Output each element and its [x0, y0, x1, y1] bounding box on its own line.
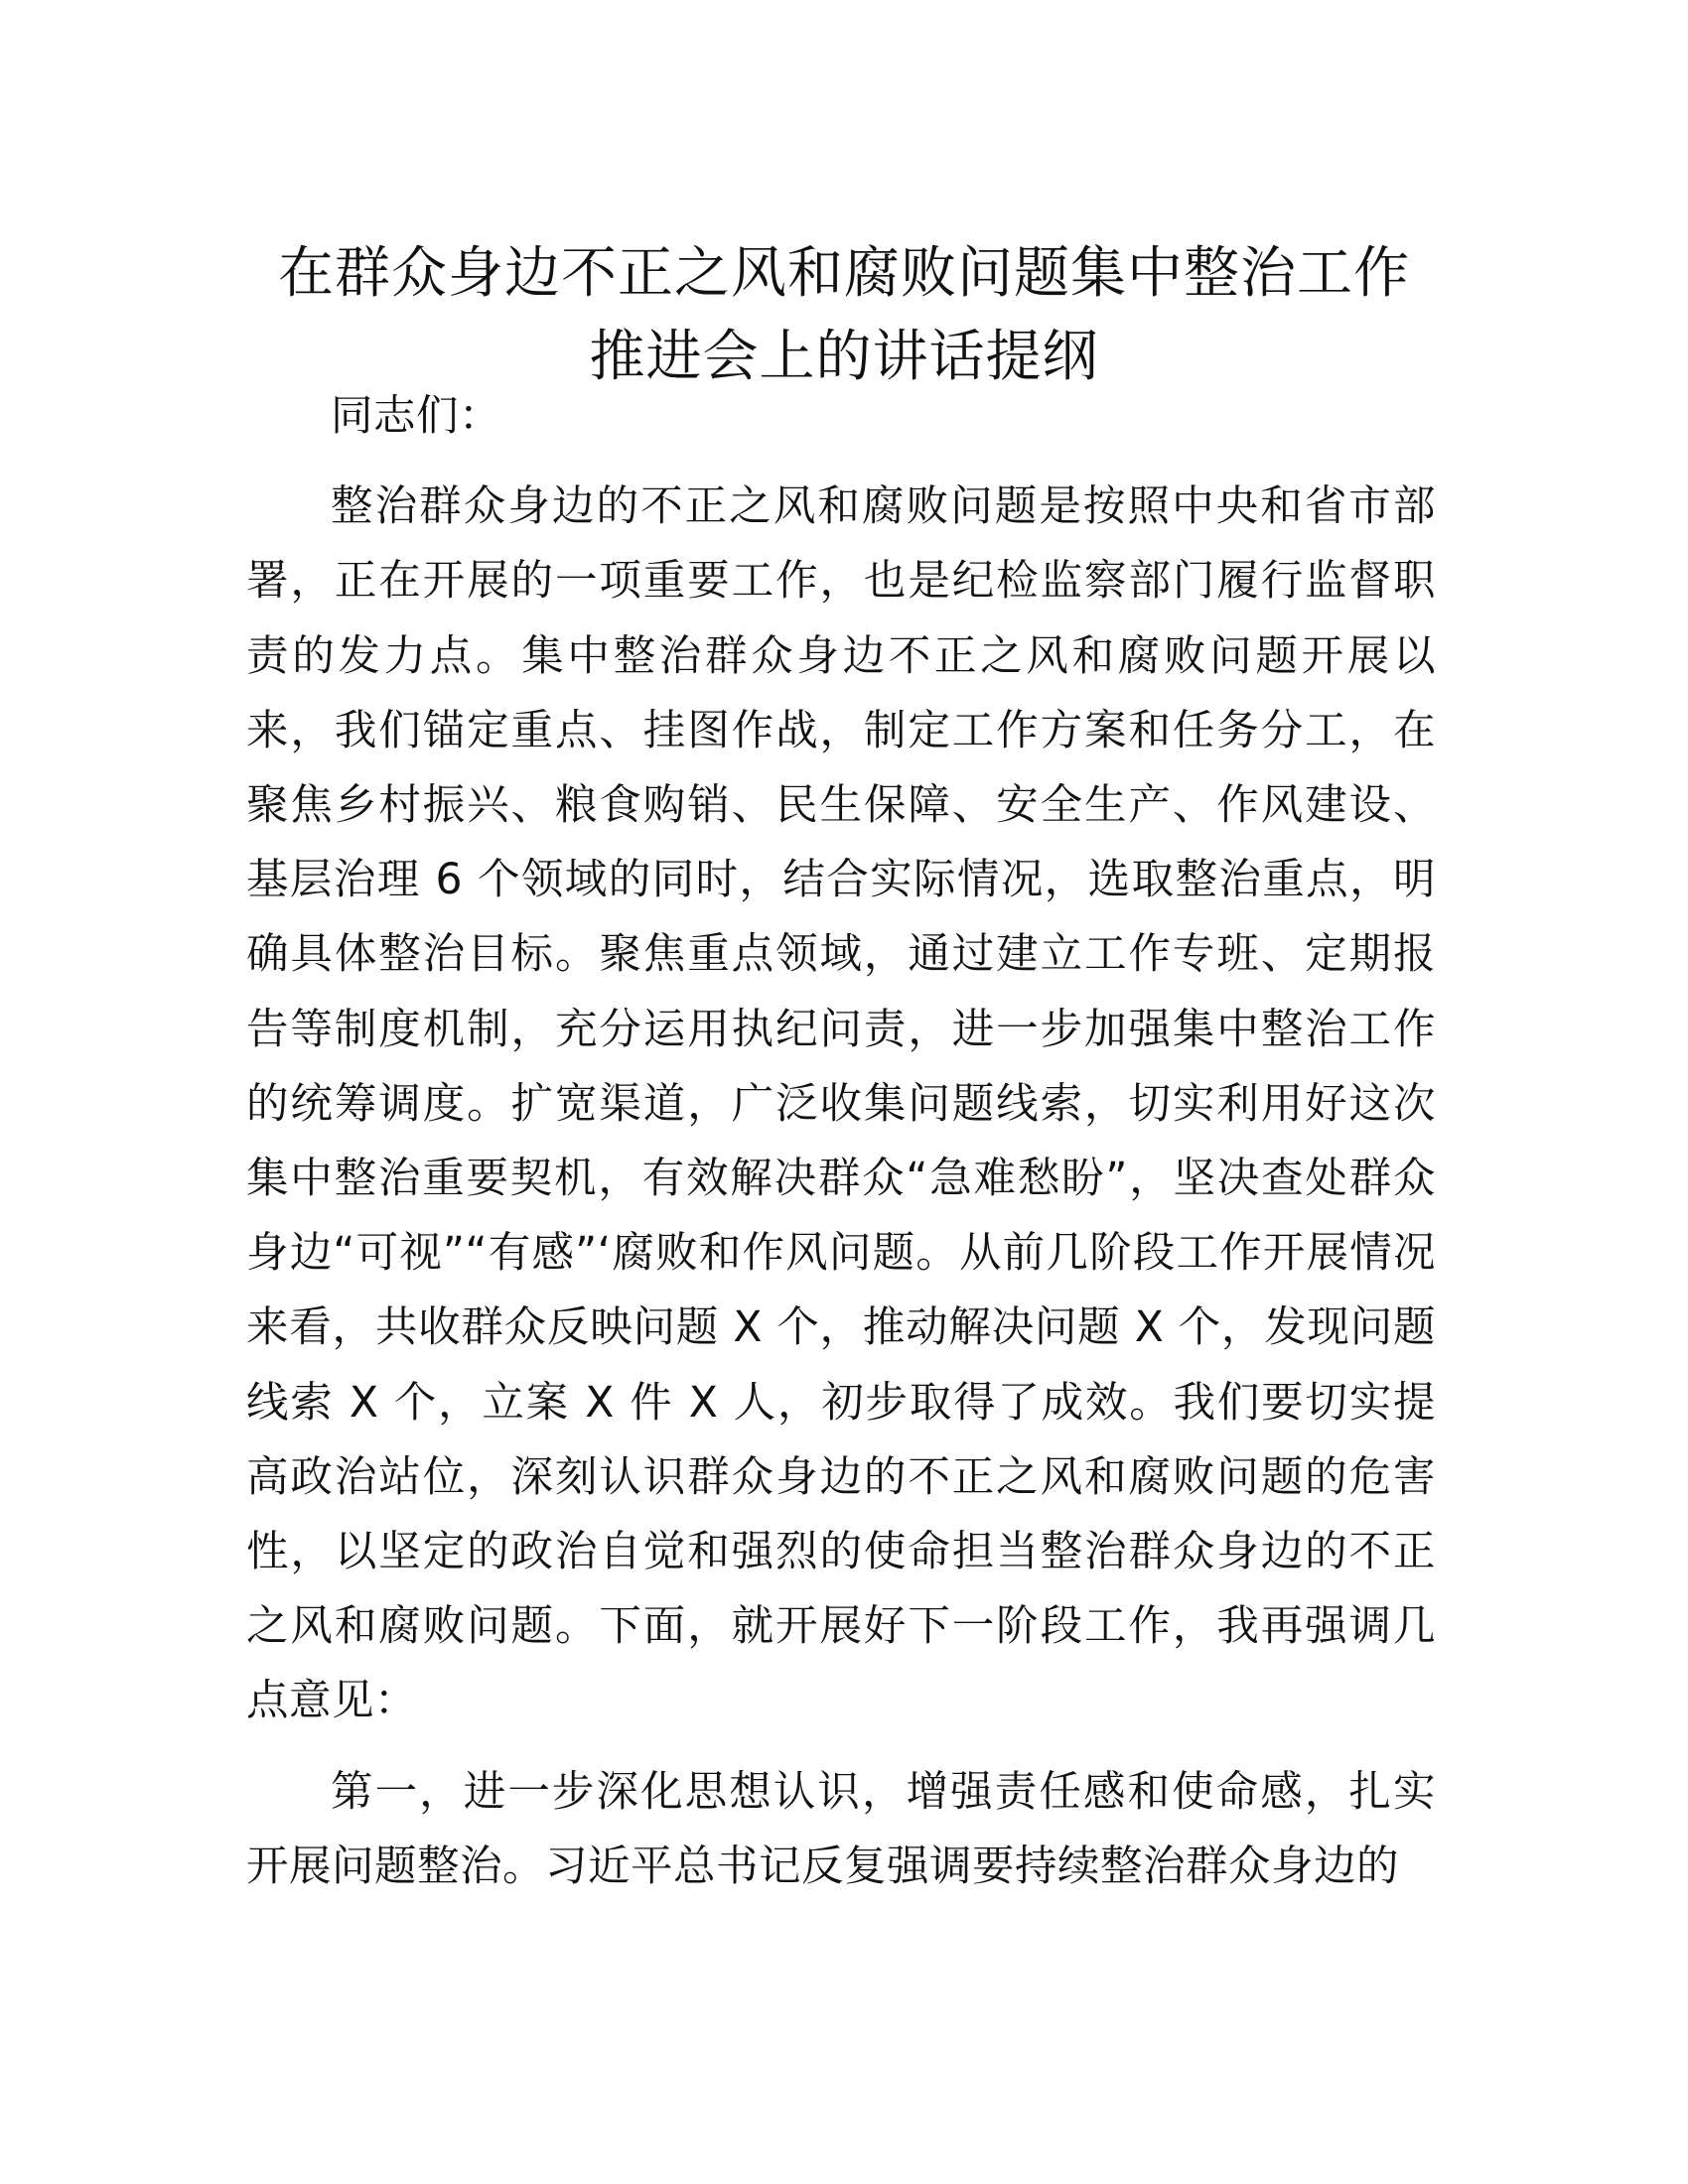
body-paragraph-2: 第一，进一步深化思想认识，增强责任感和使命感，扎实开展问题整治。习近平总书记反复强调要持续整治群众身边的 [246, 1767, 1436, 1891]
title-line-1: 在群众身边不正之风和腐败问题集中整治工作 [278, 240, 1410, 306]
salutation: 同志们： [331, 392, 502, 441]
title-line-2: 推进会上的讲话提纲 [589, 324, 1099, 389]
document-body [246, 379, 1436, 1904]
document-title [199, 232, 1489, 399]
body-paragraph-1: 整治群众身边的不正之风和腐败问题是按照中央和省市部署，正在开展的一项重要工作，也是纪检监察部门履行监督职责的发力点。集中整治群众身边不正之风和腐败问题开展以来，我们锚定重点、挂图作战，制定工作方案和任务分工，在聚焦乡村振兴、粮食购销、民生保障、安全生产、作风建设、基层治理 6 个领域的同时，结合实际情况，选取整治重点，明确具体整治目标。聚焦重点领域，通过建立工作专班、定期报告等制度机制，充分运用执纪问责，进一步加强集中整治工作的统筹调度。扩宽渠道，广泛收集问题线索，切实利用好这次集中整治重要契机，有效解决群众“急难愁盼”，坚决查处群众身边“可视”“有感”‘腐败和作风问题。从前几阶段工作开展情况来看，共收群众反映问题 X 个，推动解决问题 X 个，发现问题线索 X 个，立案 X 件 X 人，初步取得了成效。我们要切实提高政治站位，深刻认识群众身边的不正之风和腐败问题的危害性，以坚定的政治自觉和强烈的使命担当整治群众身边的不正之风和腐败问题。下面，就开展好下一阶段工作，我再强调几点意见： [246, 482, 1436, 1726]
